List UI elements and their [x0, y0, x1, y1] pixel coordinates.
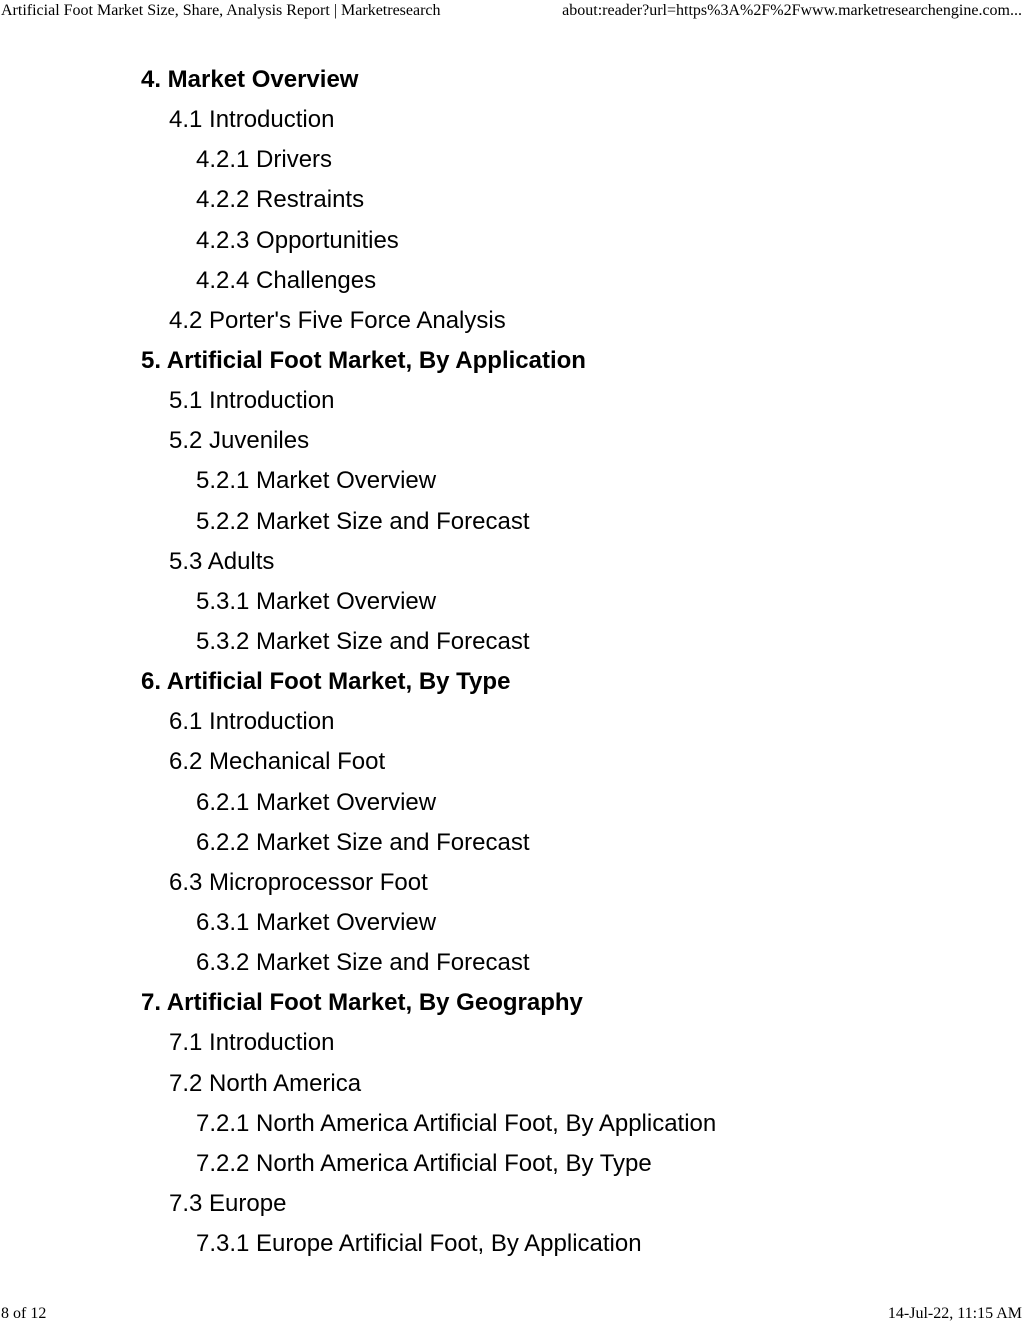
- toc-list-item: 7.1 Introduction: [169, 1029, 335, 1057]
- toc-list-item: 6.2 Mechanical Foot: [169, 748, 386, 776]
- toc-list-item: 5.2.1 Market Overview: [196, 467, 437, 495]
- toc-list-item: 6.2.1 Market Overview: [196, 788, 437, 816]
- page-url: about:reader?url=https%3A%2F%2Fwww.marketresearchengine.com...: [562, 2, 1022, 19]
- print-header: [0, 0, 1024, 22]
- toc-list-item: 7.2.2 North America Artificial Foot, By Type: [196, 1149, 652, 1177]
- toc-section-heading: 4. Market Overview: [141, 66, 359, 93]
- toc-list-item: 7.2 North America: [169, 1069, 362, 1097]
- toc-list-item: 7.3 Europe: [169, 1189, 287, 1217]
- toc-list-item: 5.3 Adults: [169, 547, 275, 575]
- print-timestamp: 14-Jul-22, 11:15 AM: [887, 1305, 1022, 1322]
- toc-list-item: 4.2.2 Restraints: [196, 186, 365, 214]
- toc-section-heading: 6. Artificial Foot Market, By Type: [141, 668, 511, 696]
- toc-list-item: 5.3.2 Market Size and Forecast: [196, 627, 530, 655]
- toc-list-item: 4.2.1 Drivers: [196, 146, 333, 174]
- page-title: Artificial Foot Market Size, Share, Analysis Report | Marketresearch: [1, 2, 441, 19]
- toc-list-item: 4.2.4 Challenges: [196, 266, 377, 294]
- page-number: 8 of 12: [1, 1305, 47, 1322]
- toc-list-item: 5.2 Juveniles: [169, 427, 310, 455]
- print-footer: [0, 1303, 1024, 1325]
- toc-list-item: 5.2.2 Market Size and Forecast: [196, 507, 530, 535]
- toc-section-heading: 5. Artificial Foot Market, By Application: [141, 346, 586, 374]
- toc-list-item: 4.1 Introduction: [169, 106, 335, 134]
- toc-list-item: 6.3 Microprocessor Foot: [169, 868, 428, 896]
- toc-list-item: 6.2.2 Market Size and Forecast: [196, 828, 530, 856]
- toc-section-heading: 7. Artificial Foot Market, By Geography: [141, 989, 583, 1017]
- toc-list-item: 7.3.1 Europe Artificial Foot, By Application: [196, 1230, 642, 1258]
- toc-list-item: 6.1 Introduction: [169, 708, 335, 736]
- toc-list-item: 5.3.1 Market Overview: [196, 587, 437, 615]
- toc-list-item: 5.1 Introduction: [169, 387, 335, 415]
- toc-list-item: 7.2.1 North America Artificial Foot, By Application: [196, 1109, 717, 1137]
- table-of-contents: [141, 60, 1001, 1264]
- toc-list-item: 6.3.1 Market Overview: [196, 908, 437, 936]
- toc-list-item: 6.3.2 Market Size and Forecast: [196, 949, 530, 977]
- toc-list-item: 4.2 Porter's Five Force Analysis: [169, 306, 506, 334]
- toc-list-item: 4.2.3 Opportunities: [196, 226, 399, 254]
